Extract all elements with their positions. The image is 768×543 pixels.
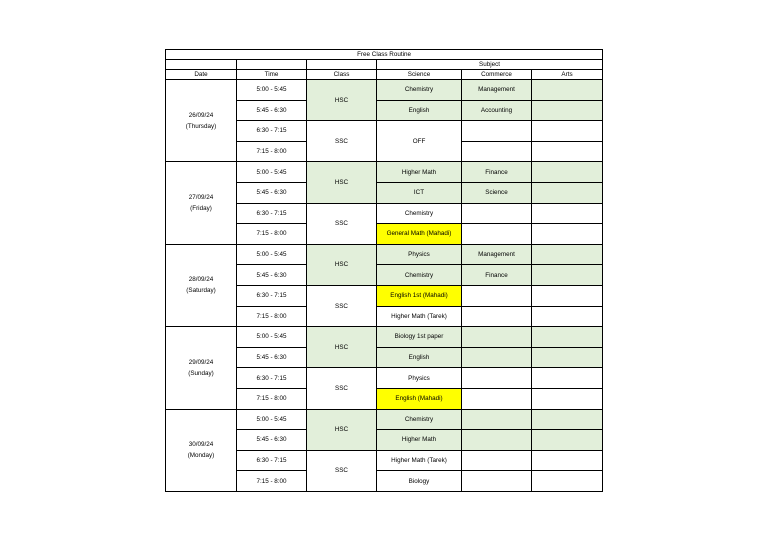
science-cell: ICT bbox=[377, 182, 462, 203]
date-cell bbox=[166, 80, 237, 162]
time-cell: 5:45 - 6:30 bbox=[237, 265, 307, 286]
science-cell: English (Mahadi) bbox=[377, 388, 462, 409]
date-text: 26/09/24 bbox=[188, 111, 214, 119]
time-cell: 5:00 - 5:45 bbox=[237, 327, 307, 348]
arts-cell bbox=[532, 100, 603, 121]
arts-cell bbox=[532, 265, 603, 286]
title-row bbox=[166, 50, 603, 60]
arts-cell bbox=[532, 182, 603, 203]
time-cell: 7:15 - 8:00 bbox=[237, 471, 307, 492]
date-text: 30/09/24 bbox=[188, 441, 214, 449]
schedule-row bbox=[166, 409, 603, 430]
routine-body bbox=[166, 80, 603, 492]
weekday-text: (Sunday) bbox=[188, 369, 214, 377]
science-cell: Higher Math bbox=[377, 430, 462, 451]
arts-cell bbox=[532, 285, 603, 306]
commerce-cell bbox=[462, 388, 532, 409]
arts-cell bbox=[532, 80, 603, 101]
hsc-class-cell: HSC bbox=[307, 80, 377, 121]
arts-cell bbox=[532, 121, 603, 142]
ssc-class-cell: SSC bbox=[307, 285, 377, 326]
weekday-text: (Thursday) bbox=[185, 122, 217, 130]
commerce-cell: Finance bbox=[462, 265, 532, 286]
time-cell: 6:30 - 7:15 bbox=[237, 450, 307, 471]
arts-cell bbox=[532, 203, 603, 224]
time-cell: 6:30 - 7:15 bbox=[237, 203, 307, 224]
commerce-cell: Science bbox=[462, 182, 532, 203]
subject-header: Subject bbox=[377, 60, 603, 70]
arts-cell bbox=[532, 388, 603, 409]
arts-cell bbox=[532, 471, 603, 492]
science-cell: Higher Math bbox=[377, 162, 462, 183]
time-cell: 7:15 - 8:00 bbox=[237, 306, 307, 327]
science-header: Science bbox=[377, 70, 462, 80]
blank-header-cell bbox=[166, 60, 237, 70]
science-cell: English bbox=[377, 100, 462, 121]
commerce-cell: Management bbox=[462, 80, 532, 101]
hsc-class-cell: HSC bbox=[307, 244, 377, 285]
blank-header-cell bbox=[307, 60, 377, 70]
date-text: 29/09/24 bbox=[188, 358, 214, 366]
commerce-cell bbox=[462, 327, 532, 348]
commerce-cell: Management bbox=[462, 244, 532, 265]
science-cell: OFF bbox=[377, 121, 462, 162]
schedule-row bbox=[166, 327, 603, 348]
commerce-cell bbox=[462, 224, 532, 245]
schedule-row bbox=[166, 162, 603, 183]
routine-title: Free Class Routine bbox=[166, 50, 603, 60]
science-cell: Chemistry bbox=[377, 265, 462, 286]
commerce-cell: Finance bbox=[462, 162, 532, 183]
time-cell: 7:15 - 8:00 bbox=[237, 388, 307, 409]
science-cell: Higher Math (Tarek) bbox=[377, 306, 462, 327]
time-cell: 5:45 - 6:30 bbox=[237, 430, 307, 451]
arts-cell bbox=[532, 430, 603, 451]
ssc-class-cell: SSC bbox=[307, 450, 377, 491]
science-cell: Biology 1st paper bbox=[377, 327, 462, 348]
subject-row bbox=[166, 60, 603, 70]
science-cell: General Math (Mahadi) bbox=[377, 224, 462, 245]
time-cell: 6:30 - 7:15 bbox=[237, 368, 307, 389]
time-header: Time bbox=[237, 70, 307, 80]
schedule-row bbox=[166, 80, 603, 101]
science-cell: Chemistry bbox=[377, 203, 462, 224]
time-cell: 6:30 - 7:15 bbox=[237, 121, 307, 142]
science-cell: English 1st (Mahadi) bbox=[377, 285, 462, 306]
science-cell: Chemistry bbox=[377, 409, 462, 430]
science-cell: Higher Math (Tarek) bbox=[377, 450, 462, 471]
arts-header: Arts bbox=[532, 70, 603, 80]
date-text: 28/09/24 bbox=[188, 276, 214, 284]
time-cell: 5:00 - 5:45 bbox=[237, 409, 307, 430]
class-routine-table bbox=[165, 49, 603, 492]
arts-cell bbox=[532, 162, 603, 183]
science-cell: Chemistry bbox=[377, 80, 462, 101]
commerce-cell bbox=[462, 471, 532, 492]
arts-cell bbox=[532, 224, 603, 245]
commerce-cell bbox=[462, 121, 532, 142]
time-cell: 5:45 - 6:30 bbox=[237, 182, 307, 203]
commerce-cell bbox=[462, 368, 532, 389]
commerce-cell bbox=[462, 203, 532, 224]
time-cell: 5:00 - 5:45 bbox=[237, 80, 307, 101]
commerce-cell bbox=[462, 285, 532, 306]
hsc-class-cell: HSC bbox=[307, 162, 377, 203]
time-cell: 5:00 - 5:45 bbox=[237, 244, 307, 265]
arts-cell bbox=[532, 368, 603, 389]
time-cell: 7:15 - 8:00 bbox=[237, 224, 307, 245]
ssc-class-cell: SSC bbox=[307, 368, 377, 409]
commerce-cell bbox=[462, 347, 532, 368]
science-cell: English bbox=[377, 347, 462, 368]
hsc-class-cell: HSC bbox=[307, 327, 377, 368]
commerce-header: Commerce bbox=[462, 70, 532, 80]
science-cell: Biology bbox=[377, 471, 462, 492]
class-header: Class bbox=[307, 70, 377, 80]
weekday-text: (Saturday) bbox=[186, 287, 216, 295]
arts-cell bbox=[532, 141, 603, 162]
date-cell bbox=[166, 327, 237, 409]
hsc-class-cell: HSC bbox=[307, 409, 377, 450]
column-header-row bbox=[166, 70, 603, 80]
ssc-class-cell: SSC bbox=[307, 121, 377, 162]
arts-cell bbox=[532, 327, 603, 348]
arts-cell bbox=[532, 347, 603, 368]
arts-cell bbox=[532, 450, 603, 471]
time-cell: 5:00 - 5:45 bbox=[237, 162, 307, 183]
science-cell: Physics bbox=[377, 368, 462, 389]
science-cell: Physics bbox=[377, 244, 462, 265]
commerce-cell: Accounting bbox=[462, 100, 532, 121]
commerce-cell bbox=[462, 141, 532, 162]
date-cell bbox=[166, 244, 237, 326]
blank-header-cell bbox=[237, 60, 307, 70]
time-cell: 5:45 - 6:30 bbox=[237, 347, 307, 368]
weekday-text: (Friday) bbox=[190, 205, 212, 213]
arts-cell bbox=[532, 409, 603, 430]
time-cell: 6:30 - 7:15 bbox=[237, 285, 307, 306]
date-text: 27/09/24 bbox=[188, 194, 214, 202]
time-cell: 7:15 - 8:00 bbox=[237, 141, 307, 162]
date-cell bbox=[166, 162, 237, 244]
commerce-cell bbox=[462, 450, 532, 471]
schedule-row bbox=[166, 244, 603, 265]
commerce-cell bbox=[462, 430, 532, 451]
commerce-cell bbox=[462, 409, 532, 430]
arts-cell bbox=[532, 306, 603, 327]
time-cell: 5:45 - 6:30 bbox=[237, 100, 307, 121]
date-cell bbox=[166, 409, 237, 491]
arts-cell bbox=[532, 244, 603, 265]
weekday-text: (Monday) bbox=[187, 452, 215, 460]
date-header: Date bbox=[166, 70, 237, 80]
commerce-cell bbox=[462, 306, 532, 327]
ssc-class-cell: SSC bbox=[307, 203, 377, 244]
